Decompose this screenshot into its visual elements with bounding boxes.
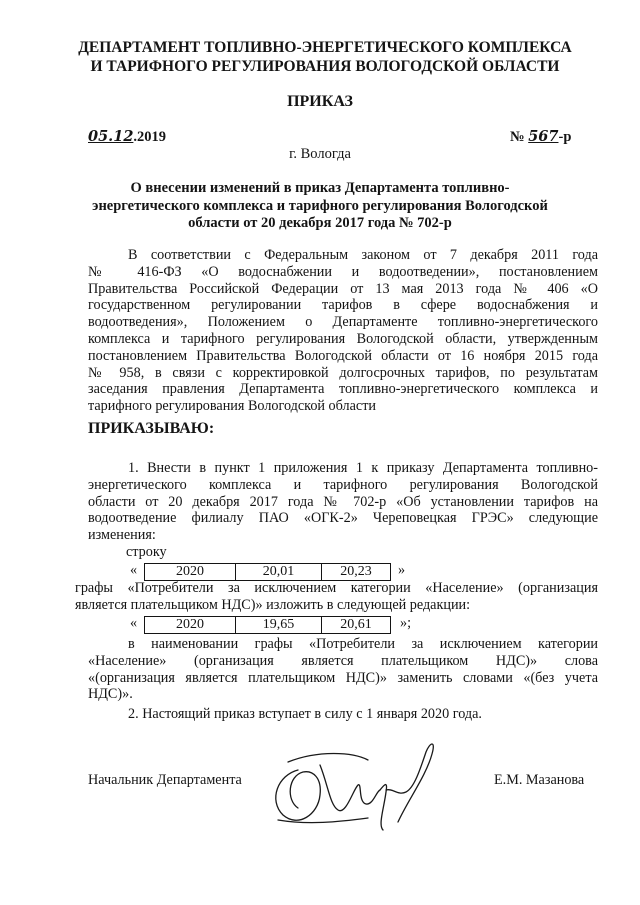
preamble-line: № 958, в связи с корректировкой долгосрочных тарифов, по результатам [88, 364, 598, 381]
number-suffix: -р [558, 129, 572, 145]
cell-value-1: 20,01 [236, 564, 322, 581]
preamble-line: № 416-ФЗ «О водоснабжении и водоотведении», постановлением [88, 263, 598, 280]
item-1-line: энергетического комплекса и тарифного регулирования Вологодской [88, 476, 598, 493]
column-text-line: является плательщиком НДС)» изложить в следующей редакции: [75, 596, 471, 613]
preamble-line: заседания правления Департамента топливно-энергетического комплекса и [88, 381, 598, 398]
preamble-line: В соответствии с Федеральным законом от 7 декабря 2011 года [128, 247, 598, 263]
header-line-1: ДЕПАРТАМЕНТ ТОПЛИВНО-ЭНЕРГЕТИЧЕСКОГО КОМПЛЕКСА [78, 39, 572, 56]
cell-value-2: 20,23 [322, 564, 391, 581]
cell-value-1: 19,65 [236, 617, 322, 634]
preamble-line: государственном регулировании тарифов в сфере водоснабжения и [88, 297, 598, 314]
preamble-line: комплекса и тарифного регулирования Вологодской области, утвержденным [88, 330, 598, 347]
quote-open-old: « [130, 562, 138, 578]
item-1 [88, 460, 598, 544]
row-word: строку [126, 544, 167, 560]
order-number [510, 128, 571, 146]
date-handwritten: 05.12 [88, 128, 134, 145]
column-text [75, 580, 598, 614]
number-prefix: № [510, 129, 525, 145]
quote-close-old: » [398, 562, 406, 578]
signatory-position: Начальник Департамента [88, 772, 242, 788]
department-header [60, 38, 590, 76]
item-1-line: изменения: [88, 527, 156, 544]
rename-line: «Население» (организация является плательщиком НДС)» слова [88, 652, 598, 669]
order-subject [80, 180, 560, 233]
item-1-line: области от 20 декабря 2017 года № 702-р «Об установлении тарифов на [88, 493, 598, 510]
preamble-line: Правительства Российской Федерации от 13 мая 2013 года № 406 «О [88, 280, 598, 297]
quote-close-new: »; [400, 615, 412, 631]
tariff-table-new [144, 616, 391, 634]
preamble-line: тарифного регулирования Вологодской области [88, 398, 376, 415]
signature-icon [258, 730, 443, 840]
preamble-line: постановлением Правительства Вологодской области от 16 ноября 2015 года [88, 347, 598, 364]
subject-line-3: области от 20 декабря 2017 года № 702-р [188, 215, 452, 231]
tariff-table-old [144, 563, 391, 581]
item-2: 2. Настоящий приказ вступает в силу с 1 января 2020 года. [128, 706, 482, 722]
column-text-line: графы «Потребители за исключением категории «Население» (организация [75, 580, 598, 596]
subject-line-1: О внесении изменений в приказ Департамента топливно- [130, 180, 510, 196]
decree-word: ПРИКАЗЫВАЮ: [88, 420, 215, 437]
order-date [88, 128, 166, 146]
city: г. Вологда [289, 146, 351, 162]
rename-line: «(организация является плательщиком НДС)» заменить словами «(без учета [88, 669, 598, 686]
number-handwritten: 567 [528, 128, 559, 145]
cell-year: 2020 [145, 617, 236, 634]
cell-value-2: 20,61 [322, 617, 391, 634]
quote-open-new: « [130, 615, 138, 631]
rename-line: в наименовании графы «Потребители за исключением категории [128, 636, 598, 652]
table-row [145, 564, 391, 581]
cell-year: 2020 [145, 564, 236, 581]
preamble [88, 247, 598, 415]
preamble-line: водоотведения», Положением о Департаменте топливно-энергетического [88, 314, 598, 331]
signatory-name: Е.М. Мазанова [494, 772, 585, 788]
date-year: .2019 [133, 129, 167, 145]
subject-line-2: энергетического комплекса и тарифного регулирования Вологодской [92, 197, 548, 214]
rename-line: НДС)». [88, 686, 133, 703]
item-1-line: водоотведение филиалу ПАО «ОГК-2» Череповецкая ГРЭС» следующие [88, 510, 598, 527]
order-title: ПРИКАЗ [287, 93, 353, 110]
table-row [145, 617, 391, 634]
rename-text [88, 636, 598, 703]
item-1-line: 1. Внести в пункт 1 приложения 1 к приказу Департамента топливно- [128, 460, 598, 476]
header-line-2: И ТАРИФНОГО РЕГУЛИРОВАНИЯ ВОЛОГОДСКОЙ ОБЛАСТИ [90, 58, 560, 75]
